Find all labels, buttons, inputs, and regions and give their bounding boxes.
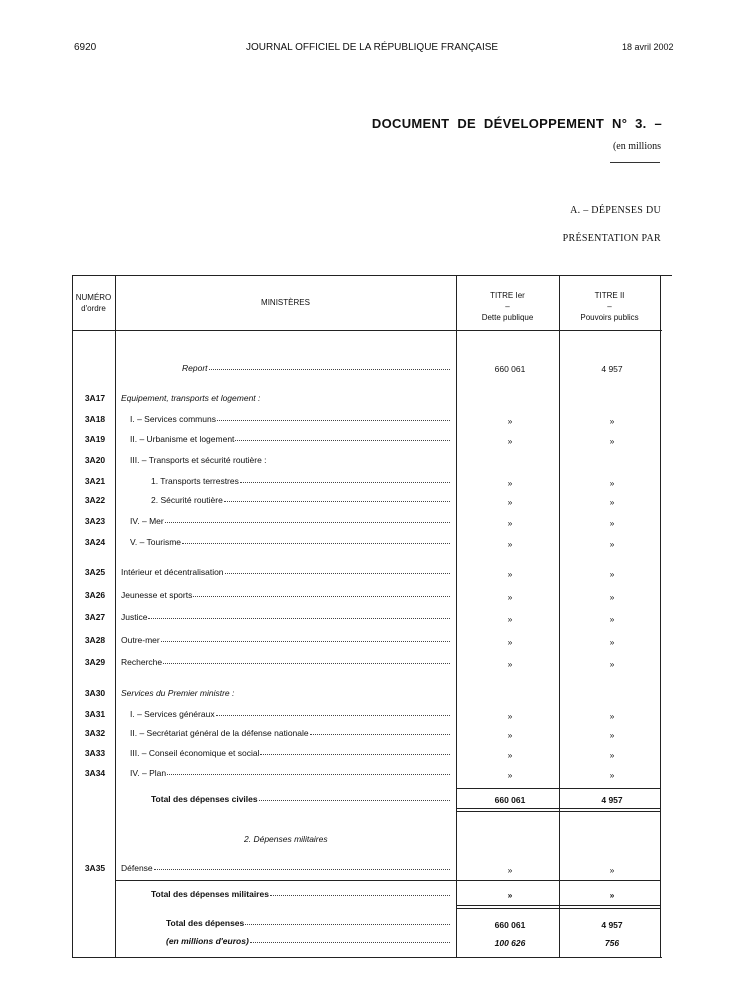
- row-label: [151, 495, 450, 505]
- row-titre1: »: [507, 659, 513, 669]
- row-label-text: I. – Services généraux: [130, 709, 215, 719]
- row-titre2: »: [609, 637, 615, 647]
- row-titre1: »: [507, 711, 513, 721]
- row-label-text: Services du Premier ministre :: [121, 688, 235, 698]
- presentation-heading: PRÉSENTATION PAR: [562, 233, 661, 244]
- row-label-text: Recherche: [121, 657, 163, 667]
- page-number: 6920: [74, 42, 97, 53]
- total-militaires-label-text: Total des dépenses militaires: [151, 889, 269, 899]
- column-header-titre1-line1: TITRE Ier: [490, 291, 525, 300]
- row-code: 3A29: [84, 657, 106, 667]
- row-label: [130, 768, 450, 778]
- subtotal-rule: [456, 905, 660, 906]
- row-label: [121, 612, 450, 622]
- row-titre1: »: [507, 730, 513, 740]
- row-titre2: »: [609, 770, 615, 780]
- column-rule: [115, 275, 116, 957]
- row-titre2: »: [609, 416, 615, 426]
- row-titre2: »: [609, 614, 615, 624]
- column-header-ministeres: MINISTÈRES: [261, 298, 310, 307]
- total-civiles-titre1: 660 061: [494, 795, 526, 805]
- row-code: 3A24: [84, 537, 106, 547]
- row-titre2: »: [609, 730, 615, 740]
- row-titre1: »: [507, 865, 513, 875]
- column-header-titre2-line1: TITRE II: [594, 291, 625, 300]
- report-titre1: 660 061: [494, 364, 526, 374]
- row-titre2: »: [609, 569, 615, 579]
- column-header-numero-line1: NUMÉRO: [75, 293, 112, 302]
- column-rule: [72, 275, 73, 957]
- row-titre1: »: [507, 637, 513, 647]
- row-label-text: Jeunesse et sports: [121, 590, 193, 600]
- column-header-titre1-line2: Dette publique: [481, 313, 534, 322]
- row-label-text: 1. Transports terrestres: [151, 476, 239, 486]
- total-label-text: Total des dépenses: [166, 918, 245, 928]
- row-titre1: »: [507, 569, 513, 579]
- column-header-numero: [72, 292, 115, 314]
- row-label-text: Intérieur et décentralisation: [121, 567, 224, 577]
- row-label: [130, 728, 450, 738]
- column-header-titre2-dash: –: [607, 302, 612, 311]
- row-code: 3A21: [84, 476, 106, 486]
- row-code: 3A25: [84, 567, 106, 577]
- row-label-text: II. – Urbanisme et logement: [130, 434, 235, 444]
- row-label: [121, 393, 451, 403]
- subtotal-rule: [115, 880, 660, 881]
- row-label-text: III. – Transports et sécurité routière :: [130, 455, 267, 465]
- row-titre1: »: [507, 750, 513, 760]
- row-label-text: 2. Sécurité routière: [151, 495, 223, 505]
- row-label: [130, 455, 450, 465]
- report-label-text: Report: [182, 363, 208, 373]
- row-code: 3A34: [84, 768, 106, 778]
- row-titre1: »: [507, 416, 513, 426]
- row-label-text: I. – Services communs: [130, 414, 216, 424]
- row-label: [130, 748, 450, 758]
- row-label: [121, 657, 450, 667]
- journal-title: JOURNAL OFFICIEL DE LA RÉPUBLIQUE FRANÇAISE: [246, 42, 499, 53]
- row-code: 3A23: [84, 516, 106, 526]
- column-header-titre2: [559, 290, 660, 323]
- total-titre2: 4 957: [601, 920, 623, 930]
- row-label-text: V. – Tourisme: [130, 537, 182, 547]
- column-header-titre1: [456, 290, 559, 323]
- row-label: [130, 516, 450, 526]
- row-titre1: »: [507, 478, 513, 488]
- row-code: 3A26: [84, 590, 106, 600]
- row-titre1: »: [507, 539, 513, 549]
- row-label: [121, 590, 450, 600]
- row-label-text: IV. – Plan: [130, 768, 167, 778]
- total-titre1: 660 061: [494, 920, 526, 930]
- row-titre2: »: [609, 497, 615, 507]
- euros-titre1: 100 626: [494, 938, 526, 948]
- row-label: [121, 688, 450, 698]
- row-titre1: »: [507, 497, 513, 507]
- column-header-titre2-line2: Pouvoirs publics: [580, 313, 639, 322]
- row-label-text: Défense: [121, 863, 153, 873]
- section-heading: A. – DÉPENSES DU: [570, 205, 661, 216]
- row-titre2: »: [609, 478, 615, 488]
- row-titre2: »: [609, 750, 615, 760]
- row-code: 3A33: [84, 748, 106, 758]
- row-code: 3A31: [84, 709, 106, 719]
- row-titre2: »: [609, 539, 615, 549]
- total-militaires-titre2: »: [609, 890, 615, 900]
- row-label-text: Justice: [121, 612, 148, 622]
- row-code: 3A17: [84, 393, 106, 403]
- row-label-text: II. – Secrétariat général de la défense nationale: [130, 728, 309, 738]
- row-titre2: »: [609, 659, 615, 669]
- row-label-text: IV. – Mer: [130, 516, 164, 526]
- divider: [610, 162, 660, 163]
- row-code: 3A19: [84, 434, 106, 444]
- total-militaires-titre1: »: [507, 890, 513, 900]
- euros-label: [166, 936, 450, 946]
- row-label: [121, 863, 450, 873]
- row-label: [121, 567, 450, 577]
- subtotal-rule: [456, 808, 660, 809]
- row-code: 3A32: [84, 728, 106, 738]
- units-note: (en millions: [612, 141, 661, 152]
- publication-date: 18 avril 2002: [622, 42, 674, 52]
- report-titre2: 4 957: [601, 364, 623, 374]
- row-titre1: »: [507, 770, 513, 780]
- row-titre1: »: [507, 592, 513, 602]
- total-civiles-label-text: Total des dépenses civiles: [151, 794, 258, 804]
- row-titre2: »: [609, 711, 615, 721]
- row-code: 3A28: [84, 635, 106, 645]
- row-titre1: »: [507, 518, 513, 528]
- euros-titre2: 756: [604, 938, 620, 948]
- total-civiles-titre2: 4 957: [601, 795, 623, 805]
- row-label-text: Outre-mer: [121, 635, 160, 645]
- row-label: [151, 476, 450, 486]
- total-civiles-label: [151, 794, 450, 804]
- row-label: [121, 635, 450, 645]
- total-militaires-label: [151, 889, 450, 899]
- row-label: [130, 434, 450, 444]
- row-titre1: »: [507, 614, 513, 624]
- row-code: 3A27: [84, 612, 106, 622]
- row-code: 3A20: [84, 455, 106, 465]
- row-label-text: III. – Conseil économique et social: [130, 748, 260, 758]
- subtotal-rule: [456, 908, 660, 909]
- row-code: 3A35: [84, 863, 106, 873]
- report-label: [182, 363, 450, 373]
- document-title: DOCUMENT DE DÉVELOPPEMENT N° 3. –: [371, 116, 662, 131]
- row-code: 3A22: [84, 495, 106, 505]
- column-header-titre1-dash: –: [505, 302, 510, 311]
- row-code: 3A18: [84, 414, 106, 424]
- subtotal-rule: [456, 788, 660, 789]
- column-rule: [456, 275, 457, 957]
- militaires-heading: [244, 834, 328, 844]
- row-label: [130, 709, 450, 719]
- row-label-text: Equipement, transports et logement :: [121, 393, 261, 403]
- euros-label-text: (en millions d'euros): [166, 936, 249, 946]
- row-titre2: »: [609, 592, 615, 602]
- row-label: [130, 414, 450, 424]
- row-titre1: »: [507, 436, 513, 446]
- militaires-heading-text: 2. Dépenses militaires: [244, 834, 328, 844]
- total-label: [166, 918, 450, 928]
- row-titre2: »: [609, 865, 615, 875]
- subtotal-rule: [456, 811, 660, 812]
- header-bottom-rule: [72, 330, 662, 331]
- table-top-rule: [72, 275, 672, 276]
- row-code: 3A30: [84, 688, 106, 698]
- row-label: [130, 537, 450, 547]
- row-titre2: »: [609, 436, 615, 446]
- row-titre2: »: [609, 518, 615, 528]
- column-header-numero-line2: d'ordre: [81, 304, 106, 313]
- table-bottom-rule: [72, 957, 662, 958]
